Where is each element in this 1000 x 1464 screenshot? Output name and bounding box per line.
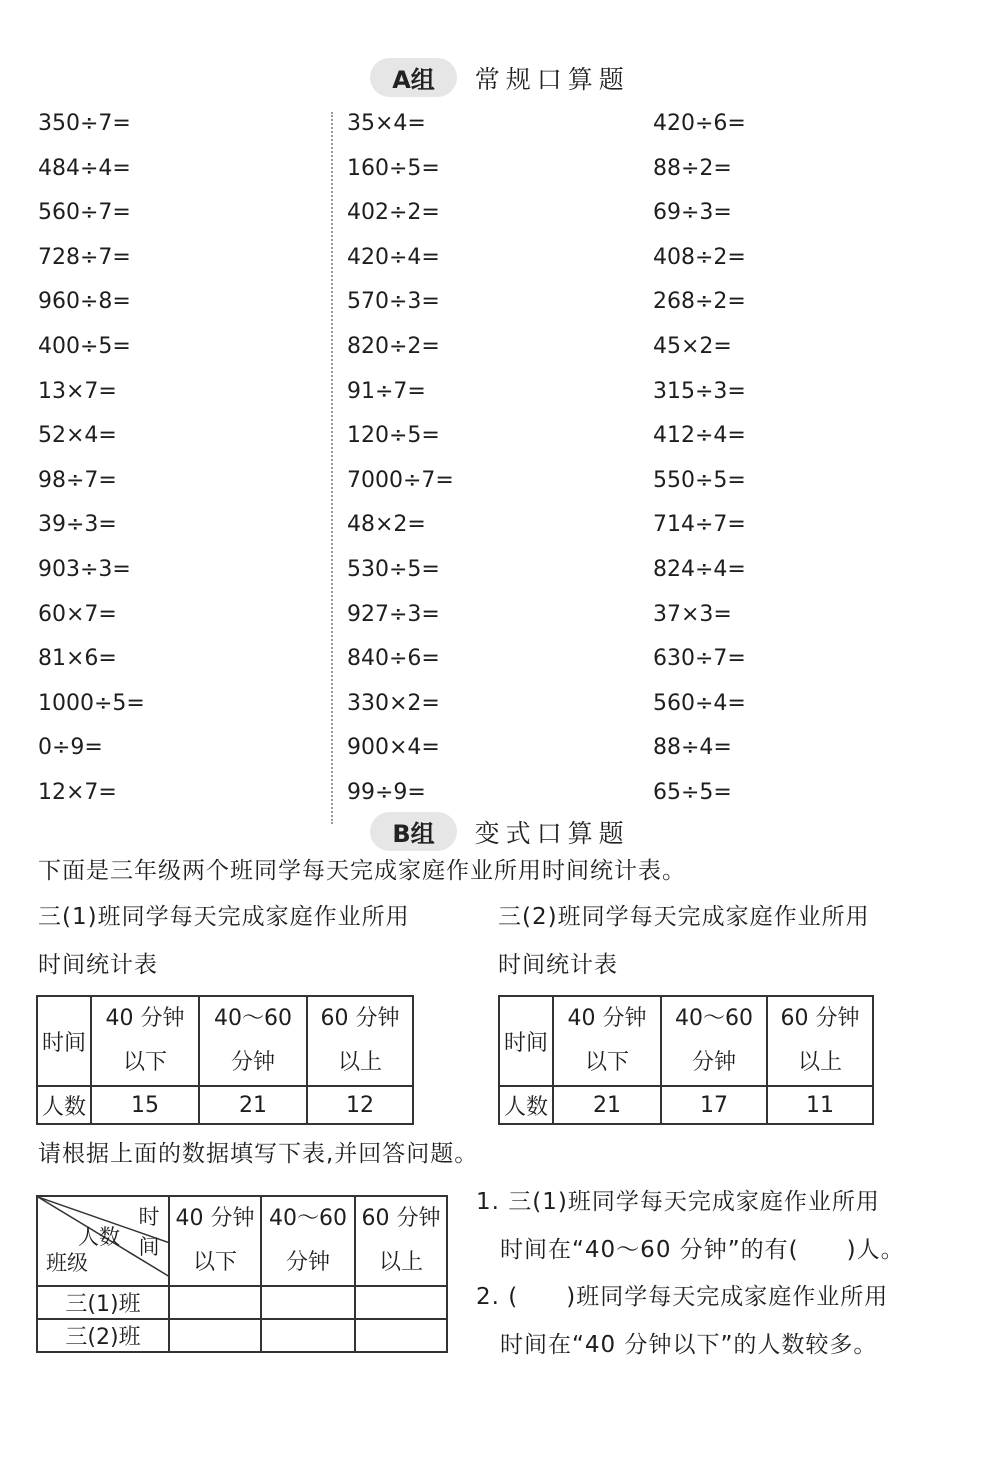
problem-item: 12×7=	[38, 779, 117, 805]
problem-item: 65÷5=	[653, 779, 732, 805]
table2-title-line2: 时间统计表	[498, 952, 618, 978]
problem-item: 903÷3=	[38, 556, 131, 582]
corner-time-label: 时间	[138, 1205, 160, 1259]
fill-cell-1-3[interactable]	[355, 1286, 447, 1319]
problem-item: 13×7=	[38, 378, 117, 404]
table1-value-3: 12	[307, 1086, 413, 1124]
fill-cell-2-3[interactable]	[355, 1319, 447, 1352]
fill-header-2-l2: 分钟	[285, 1250, 330, 1275]
table2-value-1: 21	[553, 1086, 661, 1124]
problem-item: 268÷2=	[653, 289, 746, 315]
problem-item: 550÷5=	[653, 467, 746, 493]
table2-header-1	[553, 996, 661, 1086]
fill-cell-1-1[interactable]	[169, 1286, 261, 1319]
problem-item: 400÷5=	[38, 333, 131, 359]
problem-item: 728÷7=	[38, 244, 131, 270]
corner-class-label: 班级	[46, 1251, 88, 1275]
problem-item: 570÷3=	[347, 289, 440, 315]
table1-title-line2: 时间统计表	[38, 952, 158, 978]
table1	[36, 995, 414, 1125]
table2-header-1-l2: 以下	[584, 1050, 629, 1075]
problem-item: 88÷4=	[653, 735, 732, 761]
fill-table	[36, 1195, 448, 1353]
group-b-badge: B组	[370, 812, 456, 851]
table1-header-1-l2: 以下	[122, 1050, 167, 1075]
table1-header-3	[307, 996, 413, 1086]
table1-row-head-count: 人数	[37, 1086, 91, 1124]
table2-header-2-l2: 分钟	[691, 1050, 736, 1075]
question-1-line1: 1. 三(1)班同学每天完成家庭作业所用	[476, 1189, 880, 1215]
problem-item: 530÷5=	[347, 556, 440, 582]
group-a-badge: A组	[370, 58, 457, 97]
table2-header-3-l2: 以上	[797, 1050, 842, 1075]
table1-header-2	[199, 996, 307, 1086]
problem-item: 315÷3=	[653, 378, 746, 404]
table2-header-3	[767, 996, 873, 1086]
problem-item: 45×2=	[653, 333, 732, 359]
fill-cell-2-1[interactable]	[169, 1319, 261, 1352]
table1-header-2-l2: 分钟	[230, 1050, 275, 1075]
question-1-line2: 时间在“40～60 分钟”的有( )人。	[500, 1237, 905, 1263]
problem-item: 60×7=	[38, 601, 117, 627]
problem-item: 927÷3=	[347, 601, 440, 627]
fill-row-class2: 三(2)班	[37, 1319, 169, 1352]
problem-item: 402÷2=	[347, 200, 440, 226]
problem-item: 1000÷5=	[38, 690, 145, 716]
fill-header-2	[261, 1196, 355, 1286]
question-2-line1: 2. ( )班同学每天完成家庭作业所用	[476, 1284, 889, 1310]
table2-header-3-l1: 60 分钟	[780, 1006, 860, 1031]
problem-item: 37×3=	[653, 601, 732, 627]
fill-header-3-l2: 以上	[378, 1250, 423, 1275]
section-a-name: 常规口算题	[474, 64, 630, 94]
column-divider	[331, 112, 333, 824]
table1-header-3-l2: 以上	[337, 1050, 382, 1075]
fill-header-1	[169, 1196, 261, 1286]
problem-column-3	[653, 104, 746, 818]
table1-value-1: 15	[91, 1086, 199, 1124]
table2-row-head-count: 人数	[499, 1086, 553, 1124]
problem-item: 560÷7=	[38, 200, 131, 226]
table2-value-2: 17	[661, 1086, 767, 1124]
problem-column-1	[38, 104, 145, 818]
problem-item: 960÷8=	[38, 289, 131, 315]
problem-item: 820÷2=	[347, 333, 440, 359]
problem-item: 7000÷7=	[347, 467, 454, 493]
question-2-line2: 时间在“40 分钟以下”的人数较多。	[500, 1332, 878, 1358]
problem-item: 99÷9=	[347, 779, 426, 805]
table1-row-head-time: 时间	[37, 996, 91, 1086]
table2-value-3: 11	[767, 1086, 873, 1124]
fill-header-1-l2: 以下	[192, 1250, 237, 1275]
table2	[498, 995, 874, 1125]
fill-row-class1: 三(1)班	[37, 1286, 169, 1319]
problem-item: 408÷2=	[653, 244, 746, 270]
problem-item: 120÷5=	[347, 423, 440, 449]
problem-item: 160÷5=	[347, 155, 440, 181]
table2-header-2	[661, 996, 767, 1086]
fill-cell-2-2[interactable]	[261, 1319, 355, 1352]
table2-row-head-time: 时间	[499, 996, 553, 1086]
section-b-name: 变式口算题	[474, 818, 630, 848]
table2-header-2-l1: 40～60	[675, 1006, 753, 1031]
problem-item: 52×4=	[38, 423, 117, 449]
problem-item: 840÷6=	[347, 646, 440, 672]
problem-item: 98÷7=	[38, 467, 117, 493]
problem-item: 330×2=	[347, 690, 440, 716]
table2-title-line1: 三(2)班同学每天完成家庭作业所用	[498, 904, 870, 930]
table1-header-3-l1: 60 分钟	[320, 1006, 400, 1031]
problem-item: 484÷4=	[38, 155, 131, 181]
corner-count-label: 人数	[78, 1225, 120, 1249]
table1-header-2-l1: 40～60	[214, 1006, 292, 1031]
table1-header-1-l1: 40 分钟	[105, 1006, 185, 1031]
fill-header-1-l1: 40 分钟	[175, 1206, 255, 1231]
fill-header-3	[355, 1196, 447, 1286]
problem-item: 39÷3=	[38, 512, 117, 538]
fill-instruction: 请根据上面的数据填写下表,并回答问题。	[38, 1141, 479, 1167]
section-b-title	[0, 812, 1000, 851]
fill-header-2-l1: 40～60	[269, 1206, 347, 1231]
problem-item: 350÷7=	[38, 111, 131, 136]
table1-value-2: 21	[199, 1086, 307, 1124]
problem-item: 412÷4=	[653, 423, 746, 449]
problem-item: 88÷2=	[653, 155, 732, 181]
table2-header-1-l1: 40 分钟	[567, 1006, 647, 1031]
problem-item: 560÷4=	[653, 690, 746, 716]
problem-item: 81×6=	[38, 646, 117, 672]
problem-item: 900×4=	[347, 735, 440, 761]
table1-header-1	[91, 996, 199, 1086]
section-b-intro: 下面是三年级两个班同学每天完成家庭作业所用时间统计表。	[38, 858, 686, 884]
problem-item: 48×2=	[347, 512, 426, 538]
problem-item: 714÷7=	[653, 512, 746, 538]
fill-cell-1-2[interactable]	[261, 1286, 355, 1319]
problem-column-2	[347, 104, 454, 818]
problem-item: 630÷7=	[653, 646, 746, 672]
problem-item: 824÷4=	[653, 556, 746, 582]
problem-item: 420÷4=	[347, 244, 440, 270]
section-a-title	[0, 58, 1000, 97]
problem-item: 69÷3=	[653, 200, 732, 226]
problem-item: 91÷7=	[347, 378, 426, 404]
problem-item: 0÷9=	[38, 735, 103, 761]
problem-item: 35×4=	[347, 111, 426, 136]
table1-title-line1: 三(1)班同学每天完成家庭作业所用	[38, 904, 410, 930]
fill-table-corner	[37, 1196, 169, 1286]
fill-header-3-l1: 60 分钟	[361, 1206, 441, 1231]
problem-item: 420÷6=	[653, 111, 746, 136]
